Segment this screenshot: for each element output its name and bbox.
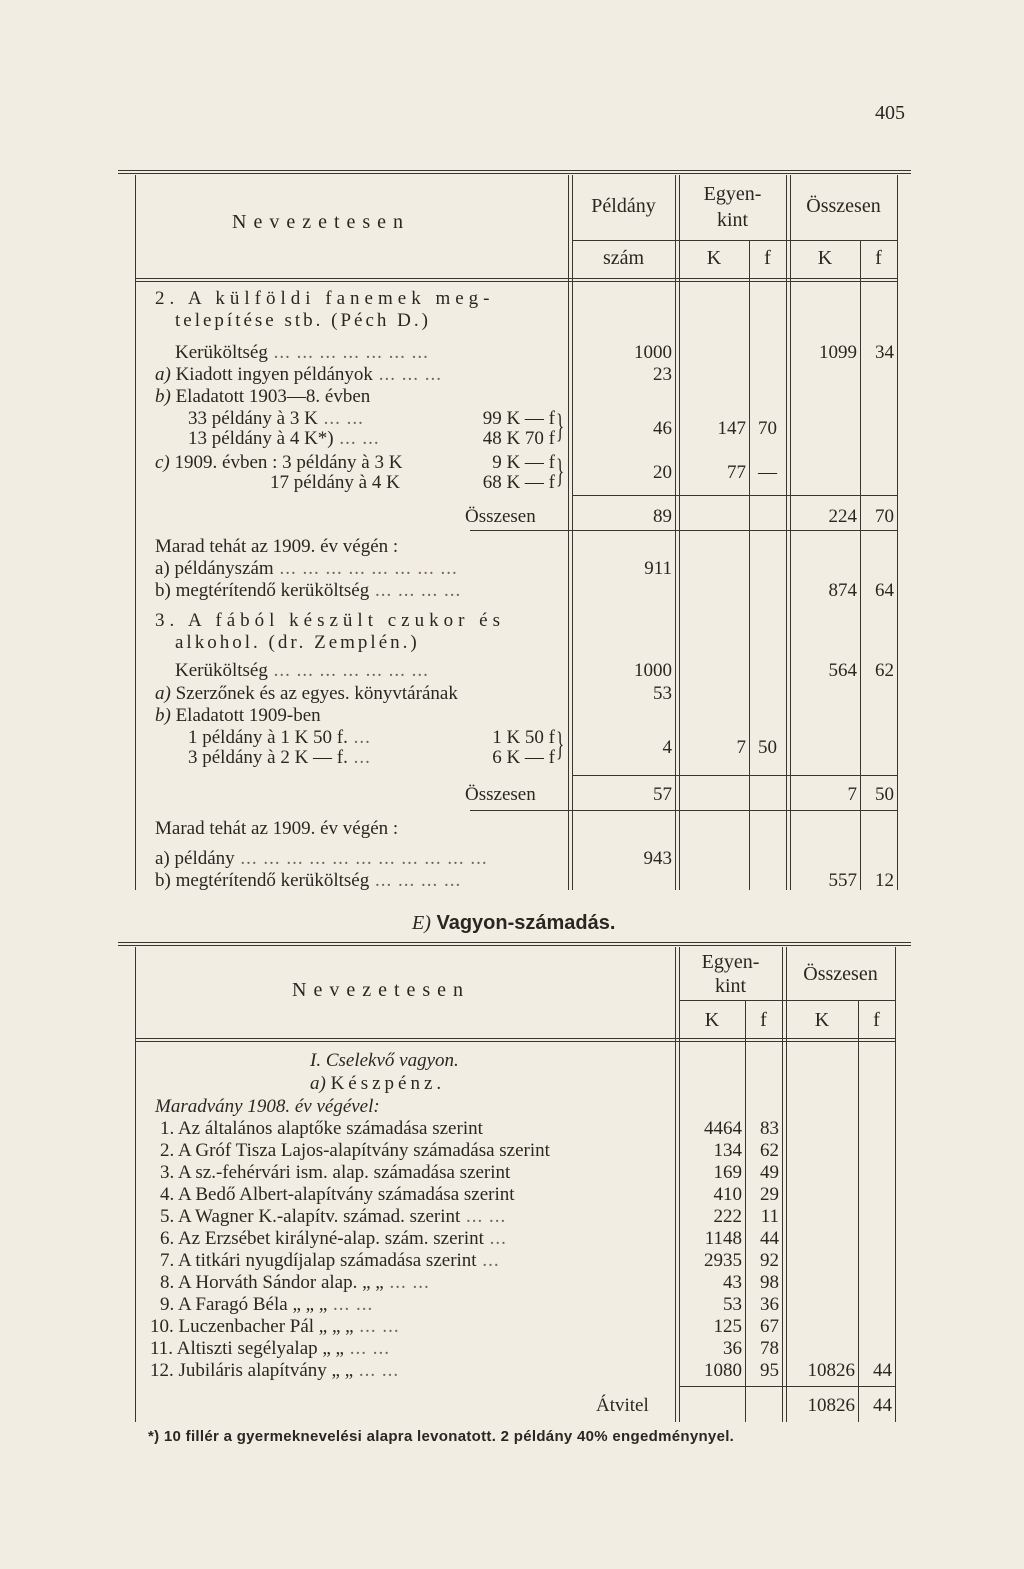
header-f: f <box>875 247 882 269</box>
page-number: 405 <box>875 102 905 124</box>
row-b: b) Eladatott 1903—8. évben <box>155 386 371 407</box>
list-item: 10. Luczenbacher Pál „ „ „ ... ... <box>150 1316 400 1337</box>
atvitel-f: 44 <box>873 1395 892 1416</box>
header-nevezetesen: Nevezetesen <box>232 211 411 233</box>
row-b-line1-value: 1 K 50 f <box>492 727 555 748</box>
table1-divider <box>786 175 787 890</box>
osszesen-k-total: 10826 <box>807 1360 855 1381</box>
list-item: 4. A Bedő Albert-alapítvány számadása szerint <box>160 1184 515 1205</box>
atvitel-k: 10826 <box>807 1395 855 1416</box>
list-item: 11. Altiszti segélyalap „ „ ... ... <box>150 1338 390 1359</box>
egyenkint-f-value: — <box>758 462 777 483</box>
row-b-line1-value: 99 K — f <box>482 408 555 429</box>
osszesen-k-value: 564 <box>828 660 857 681</box>
table2-divider <box>858 1000 859 1422</box>
k-value: 1080 <box>704 1360 742 1381</box>
header-f: f <box>873 1009 880 1031</box>
row-b-line1: 33 példány à 3 K ... ... <box>188 408 364 429</box>
k-value: 53 <box>723 1294 742 1315</box>
list-item: 5. A Wagner K.-alapítv. számad. szerint ... ... <box>160 1206 507 1227</box>
row-c-line2-value: 68 K — f <box>482 472 555 493</box>
peldany-total: 57 <box>653 784 672 805</box>
egyenkint-k-value: 77 <box>727 462 746 483</box>
osszesen-k-value: 874 <box>828 580 857 601</box>
k-value: 222 <box>713 1206 742 1227</box>
table1-divider <box>749 240 750 890</box>
table1-divider <box>675 175 676 890</box>
f-value: 92 <box>760 1250 779 1271</box>
row-b-line2-value: 6 K — f <box>492 747 555 768</box>
f-value: 44 <box>760 1228 779 1249</box>
marad-b: b) megtérítendő kerüköltség ... ... ... ... <box>155 870 462 891</box>
egyenkint-f-value: 50 <box>758 737 777 758</box>
osszesen-label: Összesen <box>465 784 536 805</box>
egyenkint-k-value: 7 <box>736 737 746 758</box>
egyenkint-k-value: 147 <box>717 418 746 439</box>
f-value: 98 <box>760 1272 779 1293</box>
osszesen-f-value: 64 <box>875 580 894 601</box>
header-f: f <box>760 1009 767 1031</box>
subheading: a) Készpénz. <box>310 1073 446 1094</box>
table2-divider <box>782 947 783 1422</box>
osszesen-f-total: 50 <box>875 784 894 805</box>
k-value: 36 <box>723 1338 742 1359</box>
list-item: 12. Jubiláris alapítvány „ „ ... ... <box>150 1360 400 1381</box>
marad-a: a) példány ... ... ... ... ... ... ... ... ... ... ... <box>155 848 488 869</box>
osszesen-f-total: 70 <box>875 506 894 527</box>
f-value: 95 <box>760 1360 779 1381</box>
section2-title: 2. A külföldi fanemek meg- <box>155 288 495 309</box>
peldany-value: 1000 <box>634 660 672 681</box>
footnote: *) 10 fillér a gyermeknevelési alapra levonatott. 2 példány 40% engedménynyel. <box>148 1428 735 1445</box>
osszesen-k-total: 224 <box>828 506 857 527</box>
f-value: 78 <box>760 1338 779 1359</box>
peldany-value: 20 <box>653 462 672 483</box>
osszesen-k-total: 7 <box>847 784 857 805</box>
section3-title: alkohol. (dr. Zemplén.) <box>175 632 420 653</box>
row-b-line1: 1 példány à 1 K 50 f. ... <box>188 727 371 748</box>
f-value: 49 <box>760 1162 779 1183</box>
row-a: a) Kiadott ingyen példányok ... ... ... <box>155 364 442 385</box>
table2-header-rule <box>135 1038 895 1042</box>
row-c-line1: c) 1909. évben : 3 példány à 3 K <box>155 452 403 473</box>
k-value: 4464 <box>704 1118 742 1139</box>
row-b-line2-value: 48 K 70 f <box>482 428 555 449</box>
k-value: 410 <box>713 1184 742 1205</box>
table1-top-rule <box>118 170 911 174</box>
section3-title: 3. A fából készült czukor és <box>155 610 506 631</box>
table1-divider <box>679 175 680 890</box>
header-osszesen: Összesen <box>803 963 878 985</box>
peldany-value: 53 <box>653 683 672 704</box>
peldany-value: 4 <box>662 737 672 758</box>
header-osszesen: Összesen <box>806 195 881 217</box>
list-item: 2. A Gróf Tisza Lajos-alapítvány számadása szerint <box>160 1140 550 1161</box>
table1-left-rule <box>135 175 136 890</box>
section-title: E) Vagyon-számadás. <box>412 912 616 934</box>
f-value: 36 <box>760 1294 779 1315</box>
header-egyenkint: Egyen- kint <box>703 183 762 231</box>
kerukoltseg-label: Kerüköltség ... ... ... ... ... ... ... <box>175 342 429 363</box>
peldany-value: 23 <box>653 364 672 385</box>
osszesen-label: Összesen <box>465 506 536 527</box>
atvitel-label: Átvitel <box>596 1395 649 1416</box>
header-nevezetesen: Nevezetesen <box>292 979 471 1001</box>
subheading: Maradvány 1908. év végével: <box>155 1096 380 1117</box>
table2-right-rule <box>895 947 896 1422</box>
k-value: 1148 <box>704 1228 742 1249</box>
table1-divider <box>568 175 569 890</box>
osszesen-f-total: 44 <box>873 1360 892 1381</box>
marad-b: b) megtérítendő kerüköltség ... ... ... ... <box>155 580 462 601</box>
peldany-value: 943 <box>643 848 672 869</box>
sum-rule <box>572 775 897 776</box>
marad-label: Marad tehát az 1909. év végén : <box>155 818 399 839</box>
table1-right-rule <box>897 175 898 890</box>
row-c-line2: 17 példány à 4 K <box>270 472 400 493</box>
k-value: 125 <box>713 1316 742 1337</box>
k-value: 134 <box>713 1140 742 1161</box>
k-value: 43 <box>723 1272 742 1293</box>
row-b-line2: 3 példány à 2 K — f. ... <box>188 747 371 768</box>
header-k: K <box>817 247 833 269</box>
brace: } <box>556 453 565 490</box>
egyenkint-f-value: 70 <box>758 418 777 439</box>
header-egyenkint: Egyen- kint <box>701 951 760 997</box>
table2-sum-rule <box>679 1386 895 1387</box>
f-value: 29 <box>760 1184 779 1205</box>
osszesen-f-value: 12 <box>875 870 894 891</box>
list-item: 6. Az Erzsébet királyné-alap. szám. szerint ... <box>160 1228 507 1249</box>
table1-divider <box>572 175 573 890</box>
f-value: 83 <box>760 1118 779 1139</box>
list-item: 7. A titkári nyugdíjalap számadása szerint ... <box>160 1250 500 1271</box>
k-value: 2935 <box>704 1250 742 1271</box>
row-b: b) Eladatott 1909-ben <box>155 705 321 726</box>
f-value: 62 <box>760 1140 779 1161</box>
osszesen-f-value: 34 <box>875 342 894 363</box>
header-peldany: Példány <box>591 195 656 217</box>
row-b-line2: 13 példány à 4 K*) ... ... <box>188 428 380 449</box>
peldany-value: 1000 <box>634 342 672 363</box>
table2-divider <box>675 947 676 1422</box>
list-item: 9. A Faragó Béla „ „ „ ... ... <box>160 1294 374 1315</box>
k-value: 169 <box>713 1162 742 1183</box>
list-item: 3. A sz.-fehérvári ism. alap. számadása szerint <box>160 1162 511 1183</box>
section2-title: telepítése stb. (Péch D.) <box>175 310 431 331</box>
peldany-total: 89 <box>653 506 672 527</box>
header-k: K <box>704 1009 720 1031</box>
row-c-line1-value: 9 K — f <box>492 452 555 473</box>
list-item: 8. A Horváth Sándor alap. „ „ ... ... <box>160 1272 430 1293</box>
table2-top-rule <box>118 942 911 946</box>
row-a: a) Szerzőnek és az egyes. könyvtárának <box>155 683 458 704</box>
f-value: 67 <box>760 1316 779 1337</box>
table2-header-subrule <box>679 1000 895 1001</box>
header-k: K <box>814 1009 830 1031</box>
header-k: K <box>706 247 722 269</box>
marad-a: a) példányszám ... ... ... ... ... ... ... ... <box>155 558 458 579</box>
peldany-value: 911 <box>644 558 672 579</box>
osszesen-f-value: 62 <box>875 660 894 681</box>
peldany-value: 46 <box>653 418 672 439</box>
sum-rule <box>470 530 897 531</box>
table1-header-subrule <box>572 240 897 241</box>
osszesen-k-value: 1099 <box>819 342 857 363</box>
sum-rule <box>470 810 897 811</box>
subheading: I. Cselekvő vagyon. <box>310 1050 459 1071</box>
marad-label: Marad tehát az 1909. év végén : <box>155 536 399 557</box>
brace: } <box>556 408 565 445</box>
osszesen-k-value: 557 <box>828 870 857 891</box>
table2-left-rule <box>135 947 136 1422</box>
header-szam: szám <box>602 247 645 269</box>
f-value: 11 <box>760 1206 779 1227</box>
kerukoltseg-label: Kerüköltség ... ... ... ... ... ... ... <box>175 660 429 681</box>
table1-header-rule <box>135 278 897 282</box>
sum-rule <box>572 495 897 496</box>
brace: } <box>556 726 565 763</box>
list-item: 1. Az általános alaptőke számadása szerint <box>160 1118 483 1139</box>
table1-divider <box>790 175 791 890</box>
header-f: f <box>764 247 771 269</box>
